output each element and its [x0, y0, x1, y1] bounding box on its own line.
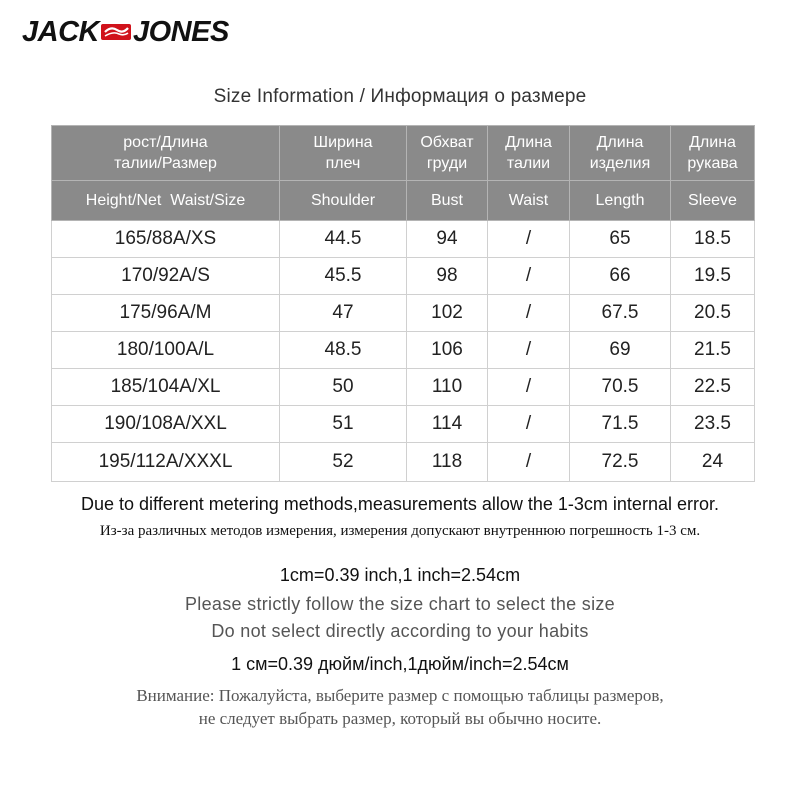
cell-size: 190/108A/XXL [52, 406, 280, 443]
cell-size: 170/92A/S [52, 258, 280, 295]
cell-bust: 94 [407, 221, 488, 258]
cell-waist: / [488, 221, 570, 258]
header-ru-sleeve: Длина рукава [671, 126, 755, 181]
header-en-length: Length [570, 181, 671, 221]
cell-bust: 98 [407, 258, 488, 295]
cell-waist: / [488, 258, 570, 295]
cell-length: 65 [570, 221, 671, 258]
header-ru-size: рост/Длина талии/Размер [52, 126, 280, 181]
cell-waist: / [488, 406, 570, 443]
header-ru-length: Длина изделия [570, 126, 671, 181]
table-row [52, 295, 755, 332]
table-row [52, 369, 755, 406]
cell-sleeve: 19.5 [671, 258, 755, 295]
cell-waist: / [488, 332, 570, 369]
header-en-sleeve: Sleeve [671, 181, 755, 221]
cell-shoulder: 44.5 [280, 221, 407, 258]
attention-note-line2: не следует выбрать размер, который вы обычно носите. [198, 709, 602, 728]
cell-bust: 102 [407, 295, 488, 332]
cell-size: 180/100A/L [52, 332, 280, 369]
table-row [52, 258, 755, 295]
cell-sleeve: 24 [671, 443, 755, 482]
unit-conversion-ru: 1 см=0.39 дюйм/inch,1дюйм/inch=2.54см [231, 654, 569, 674]
cell-sleeve: 18.5 [671, 221, 755, 258]
cell-length: 72.5 [570, 443, 671, 482]
header-en-shoulder: Shoulder [280, 181, 407, 221]
cell-length: 69 [570, 332, 671, 369]
cell-waist: / [488, 295, 570, 332]
cell-bust: 110 [407, 369, 488, 406]
header-ru-waist: Длина талии [488, 126, 570, 181]
cell-shoulder: 45.5 [280, 258, 407, 295]
unit-conversion-en: 1cm=0.39 inch,1 inch=2.54cm [279, 565, 521, 585]
table-row [52, 221, 755, 258]
cell-bust: 114 [407, 406, 488, 443]
header-row-russian [52, 126, 755, 181]
cell-shoulder: 50 [280, 369, 407, 406]
header-row-english [52, 181, 755, 221]
follow-chart-note: Please strictly follow the size chart to select the size [185, 594, 615, 614]
cell-size: 185/104A/XL [52, 369, 280, 406]
brand-logo [22, 14, 229, 50]
cell-sleeve: 22.5 [671, 369, 755, 406]
habits-note: Do not select directly according to your habits [211, 621, 589, 641]
cell-length: 67.5 [570, 295, 671, 332]
cell-shoulder: 47 [280, 295, 407, 332]
cell-waist: / [488, 443, 570, 482]
cell-sleeve: 21.5 [671, 332, 755, 369]
cell-shoulder: 48.5 [280, 332, 407, 369]
attention-note-line1: Внимание: Пожалуйста, выберите размер с помощью таблицы размеров, [136, 686, 664, 705]
measurement-error-note-ru: Из-за различных методов измерения, измерения допускают внутреннюю погрешность 1-3 см. [99, 523, 701, 539]
size-table [51, 125, 755, 482]
header-en-bust: Bust [407, 181, 488, 221]
table-row [52, 332, 755, 369]
flag-logo-icon [101, 22, 131, 42]
measurement-error-note-en: Due to different metering methods,measurements allow the 1-3cm internal error. [81, 494, 719, 514]
header-en-size: Height/Net Waist/Size [52, 181, 280, 221]
brand-name-left: JACK [22, 15, 99, 48]
cell-sleeve: 23.5 [671, 406, 755, 443]
table-row [52, 443, 755, 482]
cell-length: 71.5 [570, 406, 671, 443]
brand-name-right: JONES [132, 15, 229, 48]
cell-bust: 106 [407, 332, 488, 369]
cell-waist: / [488, 369, 570, 406]
cell-bust: 118 [407, 443, 488, 482]
cell-size: 165/88A/XS [52, 221, 280, 258]
cell-shoulder: 51 [280, 406, 407, 443]
page-title: Size Information / Информация о размере [213, 86, 587, 107]
cell-size: 195/112A/XXXL [52, 443, 280, 482]
cell-shoulder: 52 [280, 443, 407, 482]
table-row [52, 406, 755, 443]
header-en-waist: Waist [488, 181, 570, 221]
header-ru-bust: Обхват груди [407, 126, 488, 181]
cell-length: 66 [570, 258, 671, 295]
cell-length: 70.5 [570, 369, 671, 406]
header-ru-shoulder: Ширина плеч [280, 126, 407, 181]
cell-size: 175/96A/M [52, 295, 280, 332]
cell-sleeve: 20.5 [671, 295, 755, 332]
